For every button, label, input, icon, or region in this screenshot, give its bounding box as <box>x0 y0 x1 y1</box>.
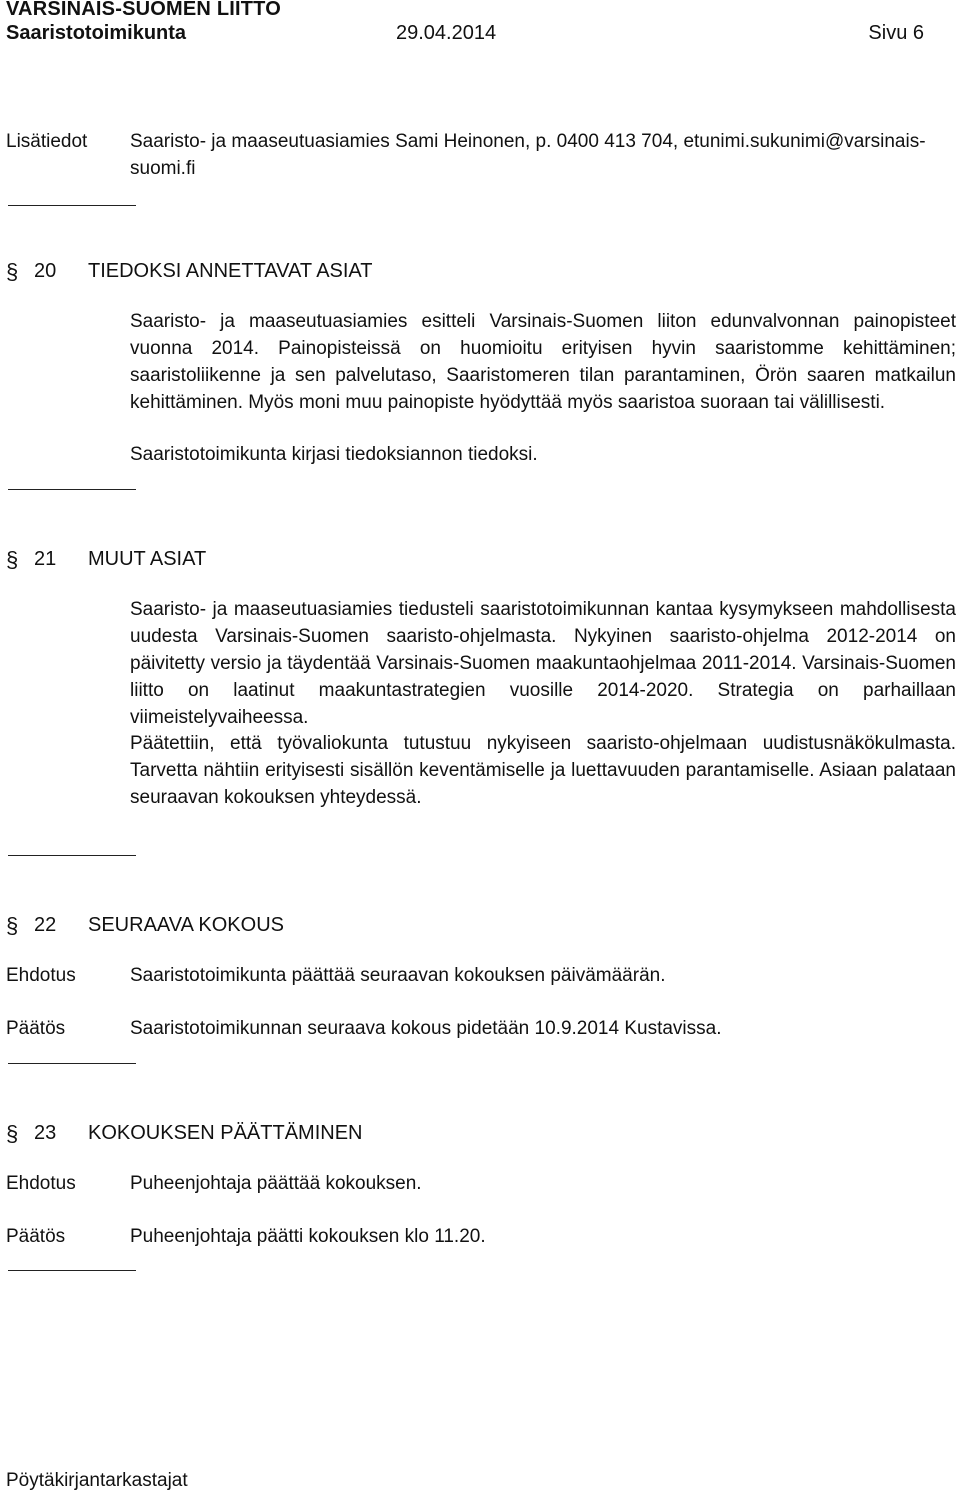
decision-text: Saaristotoimikunnan seuraava kokous pidetään 10.9.2014 Kustavissa. <box>130 1018 722 1039</box>
proposal-label: Ehdotus <box>6 1173 76 1194</box>
section-20-paragraph-1: Saaristo- ja maaseutuasiamies esitteli Varsinais-Suomen liiton edunvalvonnan painopisteet vuonna 2014. Painopisteissä on huomioitu erityisen hyvin saaristomme kehittäminen; saaristoliikenne ja sen palvelutaso, Saaristomeren tilan parantaminen, Örön saaren matkailun kehittäminen. Myös moni muu painopiste hyödyttää myös saaristoa suoraan tai välillisesti. <box>130 311 956 413</box>
section-title: MUUT ASIAT <box>88 548 207 570</box>
section-title: SEURAAVA KOKOUS <box>88 914 284 936</box>
info-label: Lisätiedot <box>6 131 88 152</box>
info-line-1: Saaristo- ja maaseutuasiamies Sami Heinonen, p. 0400 413 704, etunimi.sukunimi@varsinais- <box>130 131 926 152</box>
section-21-paragraph-1: Saaristo- ja maaseutuasiamies tiedusteli saaristotoimikunnan kantaa kysymykseen mahdollisesta uudesta Varsinais-Suomen saaristo-ohjelmasta. Nykyinen saaristo-ohjelma 2012-2014 on päivitetty versio ja täydentää Varsinais-Suomen maakuntaohjelmaa 2011-2014. Varsinais-Suomen liitto on laatinut maakuntastrategien vuosille 2014-2020. Strategia on parhaillaan viimeistelyvaiheessa. <box>130 599 956 728</box>
section-23-heading <box>6 1120 363 1147</box>
section-number: 22 <box>34 914 57 936</box>
section-sign-icon: § <box>6 1121 19 1146</box>
decision-label: Päätös <box>6 1226 66 1247</box>
section-sign-icon: § <box>6 913 19 938</box>
footer-minutes-reviewers: Pöytäkirjantarkastajat <box>6 1470 188 1491</box>
section-20-paragraph-2: Saaristotoimikunta kirjasi tiedoksiannon tiedoksi. <box>130 444 538 465</box>
section-22-heading <box>6 912 284 939</box>
section-number: 23 <box>34 1122 57 1144</box>
decision-label: Päätös <box>6 1018 66 1039</box>
section-21-heading <box>6 546 206 573</box>
section-sign-icon: § <box>6 259 19 284</box>
proposal-label: Ehdotus <box>6 965 76 986</box>
page-number: Sivu 6 <box>868 22 924 44</box>
decision-text: Puheenjohtaja päätti kokouksen klo 11.20. <box>130 1226 486 1247</box>
info-text <box>130 128 956 182</box>
separator-rule <box>8 489 136 490</box>
section-sign-icon: § <box>6 547 19 572</box>
section-number: 21 <box>34 548 57 570</box>
document-date: 29.04.2014 <box>396 22 497 44</box>
separator-rule <box>8 1063 136 1064</box>
section-title: KOKOUKSEN PÄÄTTÄMINEN <box>88 1122 363 1144</box>
section-21-paragraph-2: Päätettiin, että työvaliokunta tutustuu nykyiseen saaristo-ohjelmaan uudistusnäkökulmasta. Tarvetta nähtiin erityisesti sisällön keventämiselle ja luettavuuden parantamiselle. Asiaan palataan seuraavan kokouksen yhteydessä. <box>130 733 956 808</box>
proposal-text: Puheenjohtaja päättää kokouksen. <box>130 1173 422 1194</box>
organization-name: VARSINAIS-SUOMEN LIITTO <box>6 0 281 20</box>
proposal-text: Saaristotoimikunta päättää seuraavan kokouksen päivämäärän. <box>130 965 666 986</box>
section-number: 20 <box>34 260 57 282</box>
separator-rule <box>8 855 136 856</box>
separator-rule <box>8 1270 136 1271</box>
separator-rule <box>8 205 136 206</box>
section-title: TIEDOKSI ANNETTAVAT ASIAT <box>88 260 373 282</box>
section-20-heading <box>6 258 373 285</box>
info-line-2: suomi.fi <box>130 158 196 179</box>
committee-name: Saaristotoimikunta <box>6 22 187 44</box>
